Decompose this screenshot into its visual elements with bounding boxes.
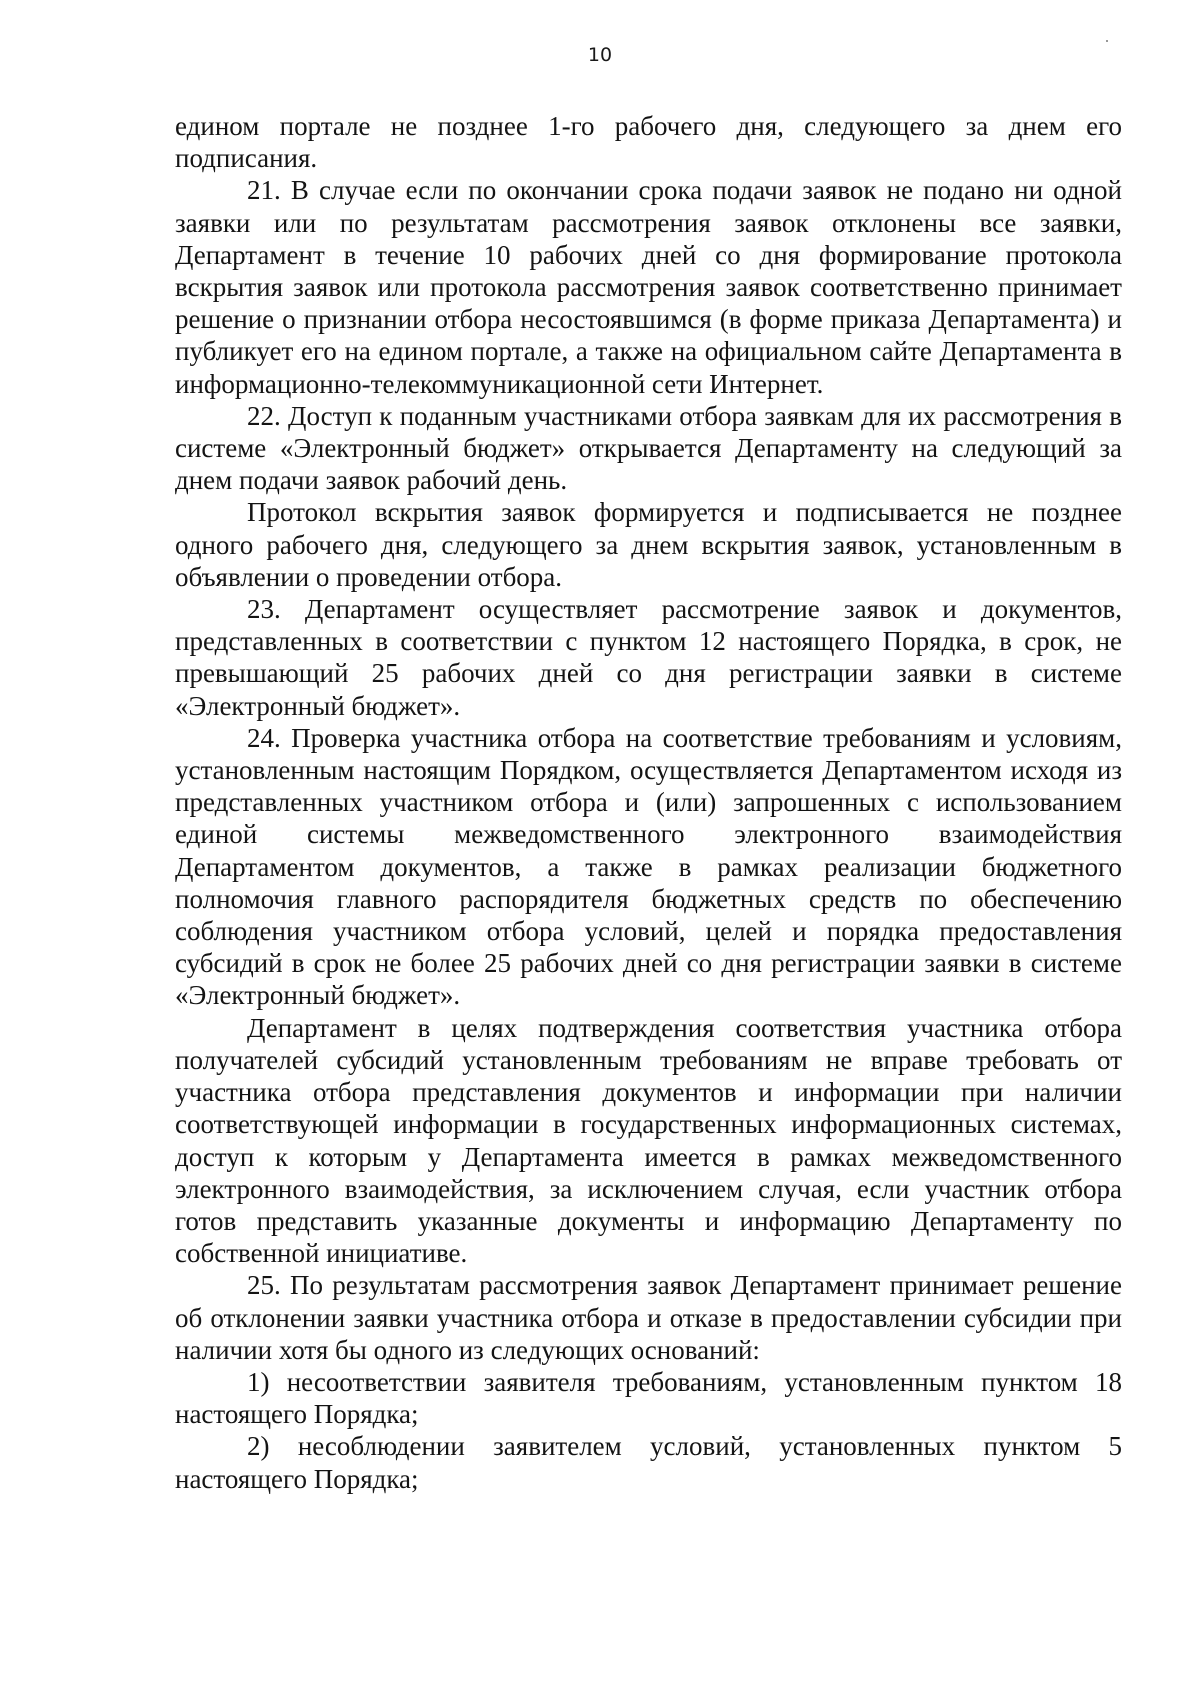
paragraph-22-protocol: Протокол вскрытия заявок формируется и подписывается не позднее одного рабочего дня, следующего за днем вскрытия заявок, установленным в объявлении о проведении отбора. [175,497,1122,592]
list-item-1: 1) несоответствии заявителя требованиям, установленным пунктом 18 настоящего Порядка; [175,1366,1122,1430]
paragraph-continuation: едином портале не позднее 1-го рабочего дня, следующего за днем его подписания. [175,111,1122,174]
scan-speck [1106,40,1108,42]
paragraph-21: 21. В случае если по окончании срока подачи заявок не подано ни одной заявки или по результатам рассмотрения заявок отклонены все заявки, Департамент в течение 10 рабочих дней со дня формирование протокола вскрытия заявок или протокола рассмотрения заявок соответственно принимает решение о признании отбора несостоявшимся (в форме приказа Департамента) и публикует его на едином портале, а также на официальном сайте Департамента в информационно-телекоммуникационной сети Интернет. [175,175,1122,399]
paragraph-22: 22. Доступ к поданным участниками отбора заявкам для их рассмотрения в системе «Электронный бюджет» открывается Департаменту на следующий за днем подачи заявок рабочий день. [175,400,1122,496]
paragraph-24-department: Департамент в целях подтверждения соответствия участника отбора получателей субсидий установленным требованиям не вправе требовать от участника отбора представления документов и информации при наличии соответствующей информации в государственных информационных системах, доступ к которым у Департамента имеется в рамках межведомственного электронного взаимодействия, за исключением случая, если участник отбора готов представить указанные документы и информацию Департаменту по собственной инициативе. [175,1012,1122,1269]
document-body [175,110,1122,1495]
paragraph-23: 23. Департамент осуществляет рассмотрение заявок и документов, представленных в соответствии с пунктом 12 настоящего Порядка, в срок, не превышающий 25 рабочих дней со дня регистрации заявки в системе «Электронный бюджет». [175,594,1122,721]
page-number: 10 [587,44,613,66]
paragraph-25: 25. По результатам рассмотрения заявок Департамент принимает решение об отклонении заявки участника отбора и отказе в предоставлении субсидии при наличии хотя бы одного из следующих оснований: [175,1270,1122,1365]
paragraph-24: 24. Проверка участника отбора на соответствие требованиям и условиям, установленным настоящим Порядком, осуществляется Департаментом исходя из представленных участником отбора и (или) запрошенных с использованием единой системы межведомственного электронного взаимодействия Департаментом документов, а также в рамках реализации бюджетного полномочия главного распорядителя бюджетных средств по обеспечению соблюдения участником отбора условий, целей и порядка предоставления субсидий в срок не более 25 рабочих дней со дня регистрации заявки в системе «Электронный бюджет». [175,722,1122,1011]
list-item-2: 2) несоблюдении заявителем условий, установленных пунктом 5 настоящего Порядка; [175,1431,1122,1494]
